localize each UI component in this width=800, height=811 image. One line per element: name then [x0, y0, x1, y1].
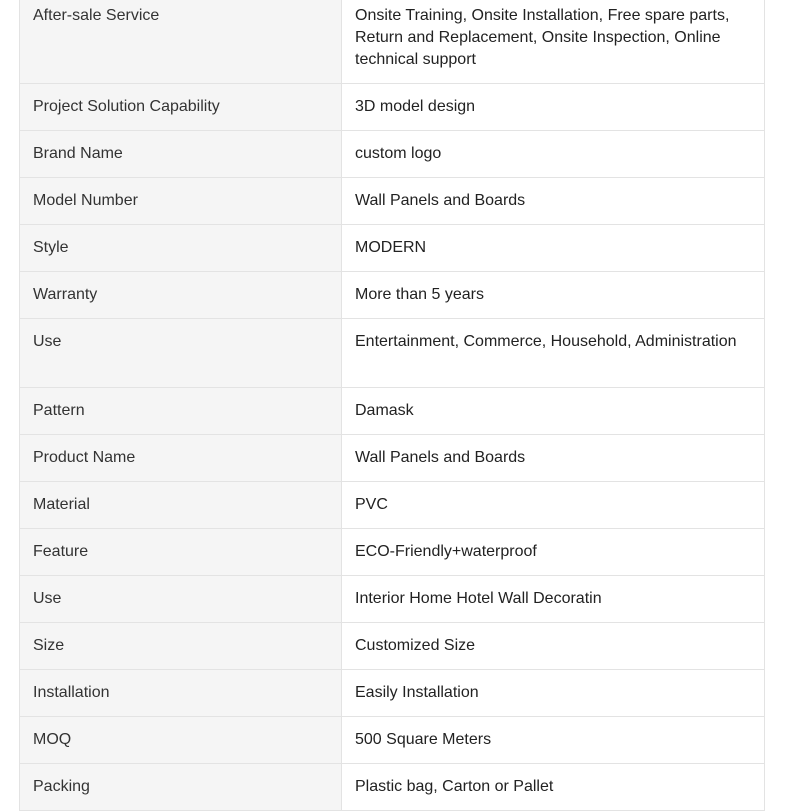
spec-value: PVC: [342, 482, 765, 529]
spec-value: Onsite Training, Onsite Installation, Free spare parts, Return and Replacement, Onsite Inspection, Online technical support: [342, 0, 765, 84]
spec-value: 3D model design: [342, 84, 765, 131]
spec-key: Use: [20, 576, 342, 623]
spec-value: More than 5 years: [342, 272, 765, 319]
table-row: [20, 576, 765, 623]
spec-key: Style: [20, 225, 342, 272]
spec-value: Interior Home Hotel Wall Decoratin: [342, 576, 765, 623]
spec-value: 500 Square Meters: [342, 717, 765, 764]
table-row: [20, 131, 765, 178]
spec-table: [19, 0, 765, 811]
spec-key: Installation: [20, 670, 342, 717]
table-row: [20, 529, 765, 576]
product-specifications: [19, 0, 764, 811]
spec-key: Warranty: [20, 272, 342, 319]
table-row: [20, 319, 765, 388]
spec-value: Damask: [342, 388, 765, 435]
spec-key: Product Name: [20, 435, 342, 482]
table-row: [20, 272, 765, 319]
spec-key: Pattern: [20, 388, 342, 435]
table-row: [20, 435, 765, 482]
table-row: [20, 764, 765, 811]
table-row: [20, 623, 765, 670]
spec-key: Packing: [20, 764, 342, 811]
spec-value: custom logo: [342, 131, 765, 178]
spec-key: Model Number: [20, 178, 342, 225]
spec-value: Wall Panels and Boards: [342, 435, 765, 482]
table-row: [20, 717, 765, 764]
spec-value: Customized Size: [342, 623, 765, 670]
table-row: [20, 388, 765, 435]
spec-key: MOQ: [20, 717, 342, 764]
table-row: [20, 0, 765, 84]
spec-key: Size: [20, 623, 342, 670]
spec-value: Wall Panels and Boards: [342, 178, 765, 225]
table-row: [20, 670, 765, 717]
table-row: [20, 482, 765, 529]
table-row: [20, 178, 765, 225]
spec-value: MODERN: [342, 225, 765, 272]
spec-value: Entertainment, Commerce, Household, Administration: [342, 319, 765, 388]
spec-key: Project Solution Capability: [20, 84, 342, 131]
spec-key: Brand Name: [20, 131, 342, 178]
spec-value: Easily Installation: [342, 670, 765, 717]
table-row: [20, 84, 765, 131]
spec-key: Feature: [20, 529, 342, 576]
spec-key: After-sale Service: [20, 0, 342, 84]
spec-key: Use: [20, 319, 342, 388]
spec-value: ECO-Friendly+waterproof: [342, 529, 765, 576]
spec-key: Material: [20, 482, 342, 529]
table-row: [20, 225, 765, 272]
spec-value: Plastic bag, Carton or Pallet: [342, 764, 765, 811]
